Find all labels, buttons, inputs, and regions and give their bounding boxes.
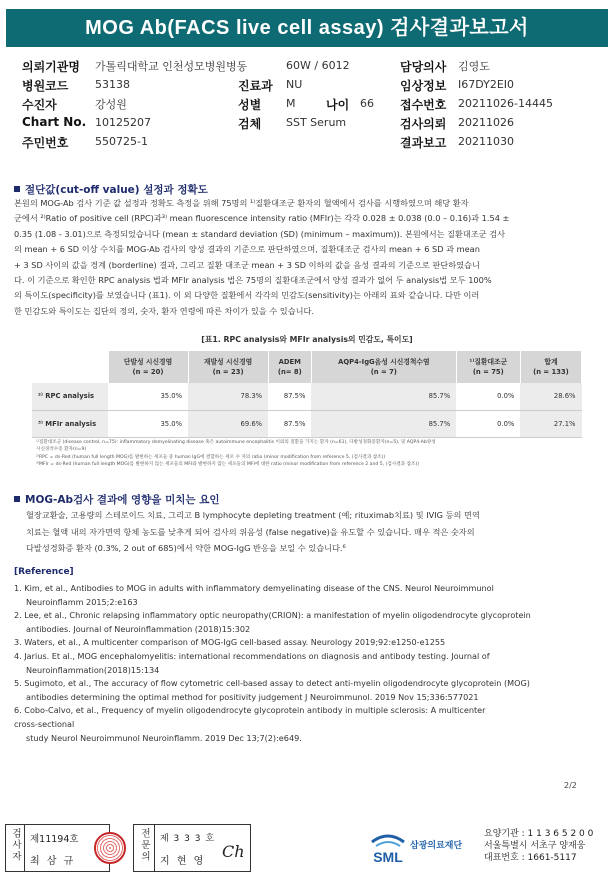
company-name: 삼광의료재단 bbox=[410, 841, 463, 851]
reference-cont: antibodies determining the optimal method for positivity judgement J Neuroimmunol. 2019 Nov 15;336:577021 bbox=[26, 691, 479, 702]
expert-name: 지 현 영 bbox=[160, 856, 206, 867]
header-value: 60W / 6012 bbox=[286, 59, 350, 72]
header-label: 성별 bbox=[238, 98, 262, 112]
column-header bbox=[268, 351, 311, 383]
table-footnotes bbox=[36, 439, 596, 469]
header-value: 강성원 bbox=[95, 98, 127, 111]
para-line: + 3 SD 사이의 값을 경계 (borderline) 결과, 그리고 질환 대조군 mean + 3 SD 이하의 값을 음성 결과의 기준으로 판단하였습니 bbox=[14, 259, 480, 270]
table-cell: 28.6% bbox=[520, 383, 581, 410]
column-header bbox=[311, 351, 456, 383]
column-header bbox=[188, 351, 268, 383]
para-line: 군에서 ²⁾Ratio of positive cell (RPC)과³⁾ mean fluorescence intensity ratio (MFIr)는 각각 0.028 ± 0.038 (0.0 – 0.16)과 1.54 ± bbox=[14, 213, 510, 224]
footnote: ³⁾MFIr = ds-Red (human full length MOG)를 발현하지 않는 세포들의 MFI와 발현하지 않는 세포들의 MFI에 대한 ratio (minor modification from reference 2 and 5, (검사결과 참조)) bbox=[36, 462, 420, 468]
header-label: 의뢰기관명 bbox=[22, 60, 80, 74]
column-header bbox=[456, 351, 520, 383]
square-bullet-icon bbox=[14, 186, 20, 192]
logo-text: SML bbox=[373, 849, 403, 865]
column-name: 합계 bbox=[544, 358, 558, 366]
table-cell: 69.6% bbox=[188, 410, 268, 437]
column-name: 재발성 시신경염 bbox=[203, 358, 253, 366]
para-line: 의 특이도(specificity)를 보였습니다 (표1). 이 외 다양한 질환에서 각각의 민감도(sensitivity)는 아래의 표와 같습니다. 다만 이러 bbox=[14, 290, 480, 301]
factors-section-heading bbox=[14, 492, 219, 507]
column-sub: (n = 7) bbox=[370, 368, 397, 376]
header-value: 66 bbox=[360, 97, 374, 110]
header-label: 수진자 bbox=[22, 98, 57, 112]
header-value: M bbox=[286, 97, 296, 110]
table-cell: 85.7% bbox=[311, 383, 456, 410]
reference-item: 4. Jarius. Et al., MOG encephalomyelitis: international recommendations on diagnosis and antibody testing. Journal of bbox=[14, 650, 490, 661]
signature-footer bbox=[0, 818, 614, 884]
references-heading: [Reference] bbox=[14, 567, 74, 577]
reference-item: 3. Waters, et al., A multicenter comparison of MOG-IgG cell-based assay. Neurology 2019;92:e1250-e1255 bbox=[14, 637, 446, 648]
header-label: 병원코드 bbox=[22, 79, 69, 93]
table-header-row bbox=[32, 351, 582, 383]
column-name: AQP4-IgG음성 시신경척수염 bbox=[338, 358, 430, 366]
reference-item: 5. Sugimoto, et al., The accuracy of flow cytometric cell-based assay to detect anti-myelin oligodendrocyte glycoprotein (MOG) bbox=[14, 678, 530, 689]
reference-item: 1. Kim, et al., Antibodies to MOG in adults with inflammatory demyelinating disease of the CNS. Neurol Neuroimmunol bbox=[14, 583, 494, 593]
column-header bbox=[520, 351, 581, 383]
header-value: 10125207 bbox=[95, 116, 151, 129]
column-name: 단발성 시신경염 bbox=[123, 358, 173, 366]
square-bullet-icon bbox=[14, 496, 20, 502]
table-cell: 27.1% bbox=[520, 410, 581, 437]
corner-cell bbox=[32, 351, 108, 383]
header-value: 20211030 bbox=[458, 135, 514, 148]
table-cell: 35.0% bbox=[108, 383, 188, 410]
column-name: ¹⁾질환대조군 bbox=[469, 358, 508, 366]
footnote: 시신경척수증 환자(n=9) bbox=[36, 447, 87, 453]
header-value: 550725-1 bbox=[95, 135, 148, 148]
column-name: ADEM bbox=[278, 358, 301, 366]
header-label: 결과보고 bbox=[400, 136, 447, 150]
header-value: 53138 bbox=[95, 78, 130, 91]
factors-paragraph bbox=[26, 507, 606, 557]
para-line: 다발성경화증 환자 (0.3%, 2 out of 685)에서 약한 MOG-IgG 반응을 보일 수 있습니다.⁶ bbox=[26, 543, 346, 553]
table-cell: 87.5% bbox=[268, 410, 311, 437]
sml-logo-icon bbox=[368, 828, 408, 868]
reference-cont: antibodies. Journal of Neuroinflammation (2018)15:302 bbox=[26, 623, 251, 634]
table-cell: 35.0% bbox=[108, 410, 188, 437]
page-number: 2/2 bbox=[564, 781, 577, 790]
header-value: SST Serum bbox=[286, 116, 347, 129]
table-row bbox=[32, 383, 582, 410]
table-cell: 0.0% bbox=[456, 383, 520, 410]
vertical-label: 검사자 bbox=[10, 828, 21, 863]
table-caption: [표1. RPC analysis와 MFIr analysis의 민감도, 특이도] bbox=[201, 335, 413, 344]
tester-name: 최 삼 규 bbox=[30, 856, 76, 867]
sensitivity-table bbox=[32, 351, 582, 438]
header-label: 주민번호 bbox=[22, 136, 69, 150]
reference-item: 6. Cobo-Calvo, et al., Frequency of myelin oligodendrocyte glycoprotein antibody in multiple sclerosis: A multicenter bbox=[14, 705, 486, 716]
cutoff-paragraph bbox=[14, 196, 604, 319]
reference-cont: Neuroinflamm 2015;2:e163 bbox=[26, 596, 138, 607]
para-line: 한 민감도와 특이도는 집단의 정의, 숫자, 환자 연령에 따른 차이가 있을 수 있습니다. bbox=[14, 305, 315, 316]
expert-label bbox=[137, 828, 151, 867]
reference-cont: study Neurol Neuroimmunol Neuroinflamm. 2019 Dec 13;7(2):e649. bbox=[26, 732, 302, 743]
reference-cont: cross-sectional bbox=[14, 718, 75, 729]
para-line: 다. 이 기준으로 확인한 RPC analysis 법과 MFIr analysis 법은 75명의 질환대조군에서 양성 결과가 없어 두 analysis법 모두 100% bbox=[14, 275, 492, 286]
table-cell: 78.3% bbox=[188, 383, 268, 410]
header-label: 접수번호 bbox=[400, 98, 447, 112]
row-label: ³⁾ MFIr analysis bbox=[32, 410, 108, 437]
header-label: 임상정보 bbox=[400, 79, 447, 93]
header-label: 담당의사 bbox=[400, 60, 447, 74]
header-value: 가톨릭대학교 인천성모병원병동 bbox=[95, 60, 248, 73]
column-sub: (n = 75) bbox=[472, 368, 504, 376]
header-label: 나이 bbox=[326, 98, 350, 112]
footnote: ²⁾RPC = ds-Red (human full length MOG)를 발현하는 세포들 중 human IgG에 결합하는 세포 수 자의 ratio (minor modification from reference 5, (검사결과 참조)) bbox=[36, 454, 386, 460]
expert-license: 제 3 3 3 호 bbox=[160, 834, 216, 844]
heading-text: 절단값(cut-off value) 설정과 정확도 bbox=[25, 184, 208, 196]
table-cell: 85.7% bbox=[311, 410, 456, 437]
company-phone: 대표번호 : 1661-5117 bbox=[484, 853, 577, 863]
column-sub: (n = 23) bbox=[212, 368, 244, 376]
para-line: 본원의 MOG-Ab 검사 기준 값 설정과 정확도 측정을 위해 75명의 ¹⁾질환대조군 환자의 혈액에서 검사를 시행하였으며 해당 환자 bbox=[14, 198, 469, 208]
heading-text: MOG-Ab검사 결과에 영향을 미치는 요인 bbox=[25, 494, 220, 506]
company-address: 서울특별시 서초구 양재웅 bbox=[484, 841, 586, 851]
company-logo bbox=[368, 828, 408, 868]
tester-license: 제11194호 bbox=[30, 834, 79, 845]
header-value: NU bbox=[286, 78, 303, 91]
column-sub: (n = 133) bbox=[533, 368, 569, 376]
report-title: MOG Ab(FACS live cell assay) 검사결과보고서 bbox=[6, 9, 608, 47]
red-seal-stamp bbox=[94, 832, 126, 864]
header-value: 김영도 bbox=[458, 60, 490, 73]
footnote: ¹⁾질환대조군 (disease control, n=75): inflammatory demyelinating disease 혹은 autoimmune encephalitis 이외의 질환을 가지는 환자 (n=61), 다발성경화증환자(n=5), 및 AQP4-Ab양성 bbox=[36, 440, 436, 445]
reference-item: 2. Lee, et al., Chronic relapsing inflammatory optic neuropathy(CRION): a manifestation of myelin oligodendrocyte glycoprotein bbox=[14, 610, 531, 621]
column-header bbox=[108, 351, 188, 383]
tester-label bbox=[8, 828, 22, 867]
reference-cont: Neuroinflammation(2018)15:134 bbox=[26, 664, 160, 675]
para-line: 혈장교환술, 고용량의 스테로이드 치료, 그리고 B lymphocyte depleting treatment (예; rituximab치료) 및 IVIG 등의 면역 bbox=[26, 510, 480, 520]
header-value: 20211026-14445 bbox=[458, 97, 553, 110]
column-sub: (n = 20) bbox=[132, 368, 164, 376]
row-label: ²⁾ RPC analysis bbox=[32, 383, 108, 410]
table-row bbox=[32, 410, 582, 437]
references-list bbox=[14, 582, 604, 745]
column-sub: (n= 8) bbox=[277, 368, 302, 376]
header-label: 진료과 bbox=[238, 79, 273, 93]
header-value: I67DY2EI0 bbox=[458, 78, 515, 91]
para-line: 0.35 (1.08 - 3.01)으로 측정되었습니다 (mean ± standard deviation (SD) (minimum – maximum)). 본원에서는 질환대조군 검사 bbox=[14, 228, 506, 239]
para-line: 치료는 혈액 내의 자가면역 항체 농도를 낮추게 되어 검사의 위음성 (false negative)을 유도할 수 있습니다. 매우 적은 숫자의 bbox=[26, 526, 475, 537]
table-cell: 0.0% bbox=[456, 410, 520, 437]
para-line: 의 mean + 6 SD 이상 수치를 MOG-Ab 검사의 양성 결과의 기준으로 판단하였으며, 질환대조군 검사의 mean + 6 SD 과 mean bbox=[14, 244, 480, 255]
handwritten-signature: Ch bbox=[222, 842, 245, 861]
agency-code: 요양기관 : 1 1 3 6 5 2 0 0 bbox=[484, 829, 594, 839]
header-value: 20211026 bbox=[458, 116, 514, 129]
vertical-label: 전문의 bbox=[139, 828, 150, 863]
table-cell: 87.5% bbox=[268, 383, 311, 410]
header-label: 검체 bbox=[238, 117, 262, 131]
cutoff-section-heading bbox=[14, 182, 208, 197]
header-label: Chart No. bbox=[22, 115, 87, 129]
header-label: 검사의뢰 bbox=[400, 117, 447, 131]
